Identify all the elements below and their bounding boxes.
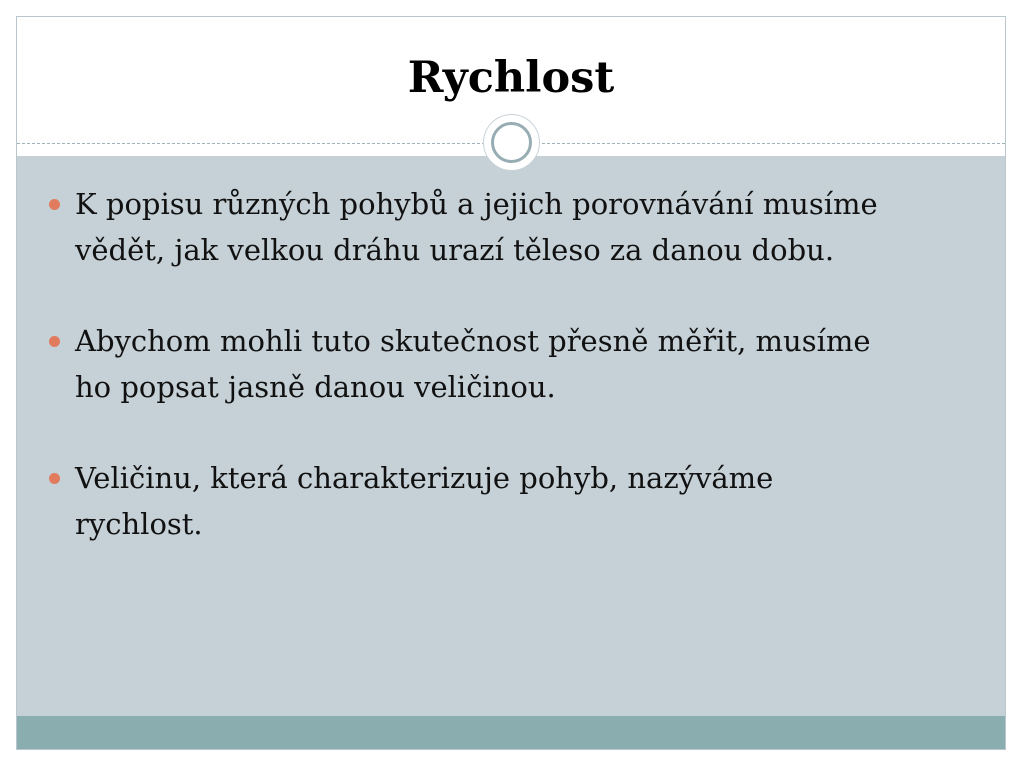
content-area bbox=[17, 156, 1005, 716]
slide-title: Rychlost bbox=[407, 53, 615, 103]
bullet-item bbox=[49, 181, 899, 273]
bullet-text: K popisu různých pohybů a jejich porovnávání musíme vědět, jak velkou dráhu urazí těleso za danou dobu. bbox=[75, 187, 878, 267]
slide bbox=[16, 16, 1006, 750]
circle-ornament-icon bbox=[484, 115, 539, 170]
bullet-dot-icon bbox=[49, 199, 60, 210]
bullet-text: Abychom mohli tuto skutečnost přesně měřit, musíme ho popsat jasně danou veličinou. bbox=[75, 324, 871, 404]
bullet-text: Veličinu, která charakterizuje pohyb, nazýváme rychlost. bbox=[75, 461, 774, 541]
bullet-list bbox=[49, 181, 899, 592]
footer-band bbox=[17, 716, 1005, 750]
bullet-item bbox=[49, 455, 899, 547]
bullet-item bbox=[49, 318, 899, 410]
bullet-dot-icon bbox=[49, 473, 60, 484]
bullet-dot-icon bbox=[49, 336, 60, 347]
